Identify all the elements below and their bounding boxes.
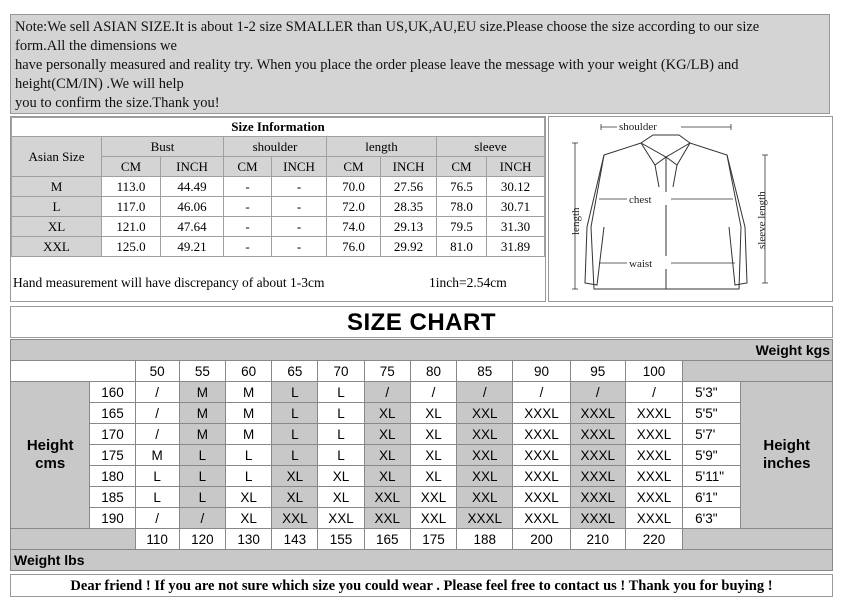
size-cell: XXXL <box>513 403 570 424</box>
measurement-cell: 44.49 <box>161 177 224 197</box>
shirt-diagram <box>548 116 833 302</box>
weight-kg-cell: 70 <box>318 361 364 382</box>
measurement-cell: 117.0 <box>102 197 161 217</box>
size-cell: XXL <box>457 403 513 424</box>
height-inch-cell: 5'3" <box>683 382 741 403</box>
size-cell: L <box>272 382 318 403</box>
size-chart-row <box>11 403 833 424</box>
size-cell: XXL <box>364 487 410 508</box>
size-cell: M <box>226 424 272 445</box>
size-info-row <box>12 177 545 197</box>
size-cell: XL <box>272 466 318 487</box>
height-inches-label-line1: Height <box>763 437 811 454</box>
size-cell: / <box>135 382 179 403</box>
size-cell: L <box>272 424 318 445</box>
size-chart-row <box>11 487 833 508</box>
weight-kg-cell: 60 <box>226 361 272 382</box>
blank-cell <box>683 361 833 382</box>
size-cell: / <box>179 508 225 529</box>
weight-lbs-label-row <box>11 550 833 571</box>
weight-lb-cell: 200 <box>513 529 570 550</box>
measurement-cell: 78.0 <box>437 197 487 217</box>
measurement-cell: - <box>224 217 272 237</box>
size-cell: XXL <box>457 424 513 445</box>
size-cell: / <box>135 403 179 424</box>
size-cell: XXXL <box>625 403 682 424</box>
left-sleeve-outline <box>585 155 604 285</box>
size-cell: L <box>226 466 272 487</box>
inch-conversion: 1inch=2.54cm <box>429 275 507 290</box>
size-cell: / <box>570 382 625 403</box>
weight-kg-cell: 85 <box>457 361 513 382</box>
size-cell: XXXL <box>570 487 625 508</box>
contact-footer: Dear friend ! If you are not sure which size you could wear . Please feel free to contact us ! Thank you for buying ! <box>10 574 833 597</box>
size-cell: XXXL <box>457 508 513 529</box>
measurement-cell: - <box>224 197 272 217</box>
size-cell: XXXL <box>625 487 682 508</box>
weight-kg-cell: 75 <box>364 361 410 382</box>
sleeve-header: sleeve <box>437 137 545 157</box>
measurement-cell: 47.64 <box>161 217 224 237</box>
size-cell: / <box>513 382 570 403</box>
sleeve-length-label: sleeve length <box>756 191 768 249</box>
weight-lb-cell: 130 <box>226 529 272 550</box>
measurement-cell: 31.89 <box>487 237 545 257</box>
measurement-cell: - <box>272 217 327 237</box>
weight-lb-cell: 165 <box>364 529 410 550</box>
size-cell: XL <box>410 466 456 487</box>
size-chart-table <box>10 339 833 571</box>
measurement-cell: 27.56 <box>381 177 437 197</box>
note-line: height(CM/IN) .We will help <box>15 76 184 92</box>
size-cell: XXXL <box>513 508 570 529</box>
size-cell: XXL <box>457 487 513 508</box>
measurement-cell: 29.13 <box>381 217 437 237</box>
size-cell: XXL <box>272 508 318 529</box>
size-info-row <box>12 197 545 217</box>
size-cell: M <box>226 382 272 403</box>
measurement-cell: 113.0 <box>102 177 161 197</box>
size-cell: L <box>318 382 364 403</box>
height-inches-label-line2: inches <box>762 455 811 472</box>
weight-lbs-row <box>11 529 833 550</box>
size-cell: M <box>135 445 179 466</box>
height-cm-cell: 170 <box>90 424 135 445</box>
waist-label: waist <box>629 258 653 270</box>
size-cell: L <box>135 487 179 508</box>
measurement-cell: 76.0 <box>327 237 381 257</box>
size-cell: XL <box>364 403 410 424</box>
weight-lb-cell: 188 <box>457 529 513 550</box>
size-cell: L <box>318 403 364 424</box>
size-cell: XXXL <box>570 403 625 424</box>
measurement-cell: - <box>224 177 272 197</box>
height-inch-cell: 6'1" <box>683 487 741 508</box>
weight-kg-cell: 55 <box>179 361 225 382</box>
size-cell: XL <box>272 487 318 508</box>
weight-kgs-label: Weight kgs <box>11 340 833 361</box>
height-cms-label <box>11 382 90 529</box>
size-chart-row <box>11 382 833 403</box>
size-cell: XXXL <box>513 424 570 445</box>
size-cell: XXXL <box>625 424 682 445</box>
size-cell: L <box>318 424 364 445</box>
weight-lb-cell: 155 <box>318 529 364 550</box>
height-inch-cell: 5'7' <box>683 424 741 445</box>
size-cell: XL <box>318 466 364 487</box>
height-inch-cell: 5'5" <box>683 403 741 424</box>
length-header: length <box>327 137 437 157</box>
weight-kg-cell: 50 <box>135 361 179 382</box>
measurement-cell: 72.0 <box>327 197 381 217</box>
size-chart-title: SIZE CHART <box>10 306 833 338</box>
size-information-panel <box>10 116 546 302</box>
size-chart-row <box>11 508 833 529</box>
size-cell: L <box>318 445 364 466</box>
height-cm-cell: 190 <box>90 508 135 529</box>
measurement-cell: - <box>224 237 272 257</box>
size-info-row <box>12 217 545 237</box>
height-cms-label-line2: cms <box>35 455 66 472</box>
size-cell: / <box>457 382 513 403</box>
note-line: you to confirm the size.Thank you! <box>15 95 220 111</box>
size-cell: L <box>179 466 225 487</box>
measurement-cell: 30.71 <box>487 197 545 217</box>
right-sleeve-outline <box>727 155 747 285</box>
size-cell: L <box>179 445 225 466</box>
size-cell: L <box>272 403 318 424</box>
note-line: Note:We sell ASIAN SIZE.It is about 1-2 size SMALLER than US,UK,AU,EU size.Please choose the size according to our size <box>15 19 760 35</box>
size-cell: XXL <box>410 487 456 508</box>
height-inch-cell: 5'9" <box>683 445 741 466</box>
measurement-cell: 30.12 <box>487 177 545 197</box>
measurement-cell: - <box>272 237 327 257</box>
shoulder-label: shoulder <box>619 121 657 133</box>
size-information-table <box>11 117 545 257</box>
shoulder-header: shoulder <box>224 137 327 157</box>
size-cell: XXXL <box>513 487 570 508</box>
size-cell: XXXL <box>570 424 625 445</box>
size-cell: XXXL <box>513 445 570 466</box>
unit-header: CM <box>437 157 487 177</box>
weight-lb-cell: 120 <box>179 529 225 550</box>
measurement-cell: 49.21 <box>161 237 224 257</box>
unit-header: CM <box>224 157 272 177</box>
weight-lbs-label: Weight lbs <box>11 550 833 571</box>
unit-header: INCH <box>487 157 545 177</box>
size-cell: XL <box>364 424 410 445</box>
weight-lb-cell: 210 <box>570 529 625 550</box>
size-cell: L <box>272 445 318 466</box>
unit-header: CM <box>327 157 381 177</box>
note-line: have personally measured and reality try. When you place the order please leave the message with your weight (KG/LB) and <box>15 57 739 73</box>
size-information-title: Size Information <box>12 118 545 137</box>
weight-kgs-header-row <box>11 340 833 361</box>
size-cell: XL <box>318 487 364 508</box>
length-label: length <box>570 207 582 235</box>
height-cms-label-line1: Height <box>26 437 74 454</box>
asian-size-cell: XL <box>12 217 102 237</box>
weight-kg-cell: 95 <box>570 361 625 382</box>
height-cm-cell: 175 <box>90 445 135 466</box>
size-cell: L <box>226 445 272 466</box>
blank-cell <box>683 529 833 550</box>
weight-kg-cell: 65 <box>272 361 318 382</box>
size-cell: XXL <box>318 508 364 529</box>
size-cell: / <box>135 508 179 529</box>
measurement-cell: 74.0 <box>327 217 381 237</box>
height-cm-cell: 165 <box>90 403 135 424</box>
size-cell: / <box>135 424 179 445</box>
blank-cell <box>11 361 136 382</box>
size-info-row <box>12 237 545 257</box>
weight-lb-cell: 175 <box>410 529 456 550</box>
size-cell: XL <box>410 424 456 445</box>
measurement-cell: 31.30 <box>487 217 545 237</box>
height-cm-cell: 160 <box>90 382 135 403</box>
note-line: form.All the dimensions we <box>15 38 177 54</box>
weight-kg-cell: 80 <box>410 361 456 382</box>
size-cell: XL <box>364 445 410 466</box>
unit-header: INCH <box>161 157 224 177</box>
measurement-cell: - <box>272 177 327 197</box>
size-cell: XL <box>410 403 456 424</box>
bust-header: Bust <box>102 137 224 157</box>
size-cell: XXL <box>457 466 513 487</box>
chest-label: chest <box>629 194 652 206</box>
weight-kg-cell: 100 <box>625 361 682 382</box>
size-cell: XXL <box>410 508 456 529</box>
size-cell: XL <box>364 466 410 487</box>
measurement-note: Hand measurement will have discrepancy of about 1-3cm <box>13 275 325 290</box>
measurement-cell: 81.0 <box>437 237 487 257</box>
size-cell: L <box>179 487 225 508</box>
size-cell: / <box>364 382 410 403</box>
measurement-cell: 125.0 <box>102 237 161 257</box>
measurement-cell: 70.0 <box>327 177 381 197</box>
size-cell: XXXL <box>570 445 625 466</box>
measurement-cell: 29.92 <box>381 237 437 257</box>
measurement-cell: - <box>272 197 327 217</box>
height-inches-label <box>741 382 833 529</box>
size-cell: XXL <box>457 445 513 466</box>
asian-size-cell: L <box>12 197 102 217</box>
asian-size-cell: XXL <box>12 237 102 257</box>
size-cell: XXL <box>364 508 410 529</box>
size-cell: M <box>226 403 272 424</box>
height-cm-cell: 180 <box>90 466 135 487</box>
unit-header: INCH <box>381 157 437 177</box>
height-inch-cell: 6'3" <box>683 508 741 529</box>
size-chart-row <box>11 466 833 487</box>
shirt-illustration <box>549 117 832 301</box>
weight-lb-cell: 220 <box>625 529 682 550</box>
weight-kg-cell: 90 <box>513 361 570 382</box>
measurement-cell: 46.06 <box>161 197 224 217</box>
size-cell: M <box>179 424 225 445</box>
asian-size-header: Asian Size <box>12 137 102 177</box>
size-cell: XXXL <box>570 466 625 487</box>
size-cell: XXXL <box>570 508 625 529</box>
size-cell: XL <box>226 508 272 529</box>
size-cell: M <box>179 382 225 403</box>
size-cell: XXXL <box>625 445 682 466</box>
size-chart-row <box>11 424 833 445</box>
size-cell: L <box>135 466 179 487</box>
weight-kgs-row <box>11 361 833 382</box>
unit-header: INCH <box>272 157 327 177</box>
size-cell: XL <box>410 445 456 466</box>
asian-size-cell: M <box>12 177 102 197</box>
weight-lb-cell: 143 <box>272 529 318 550</box>
height-cm-cell: 185 <box>90 487 135 508</box>
blank-cell <box>11 529 136 550</box>
size-cell: / <box>410 382 456 403</box>
size-cell: XXXL <box>513 466 570 487</box>
size-cell: XL <box>226 487 272 508</box>
size-cell: M <box>179 403 225 424</box>
measurement-cell: 79.5 <box>437 217 487 237</box>
size-cell: XXXL <box>625 508 682 529</box>
size-cell: / <box>625 382 682 403</box>
measurement-cell: 76.5 <box>437 177 487 197</box>
height-inch-cell: 5'11" <box>683 466 741 487</box>
size-chart-row <box>11 445 833 466</box>
unit-header: CM <box>102 157 161 177</box>
weight-lb-cell: 110 <box>135 529 179 550</box>
size-note <box>10 14 830 114</box>
measurement-cell: 121.0 <box>102 217 161 237</box>
measurement-cell: 28.35 <box>381 197 437 217</box>
size-cell: XXXL <box>625 466 682 487</box>
